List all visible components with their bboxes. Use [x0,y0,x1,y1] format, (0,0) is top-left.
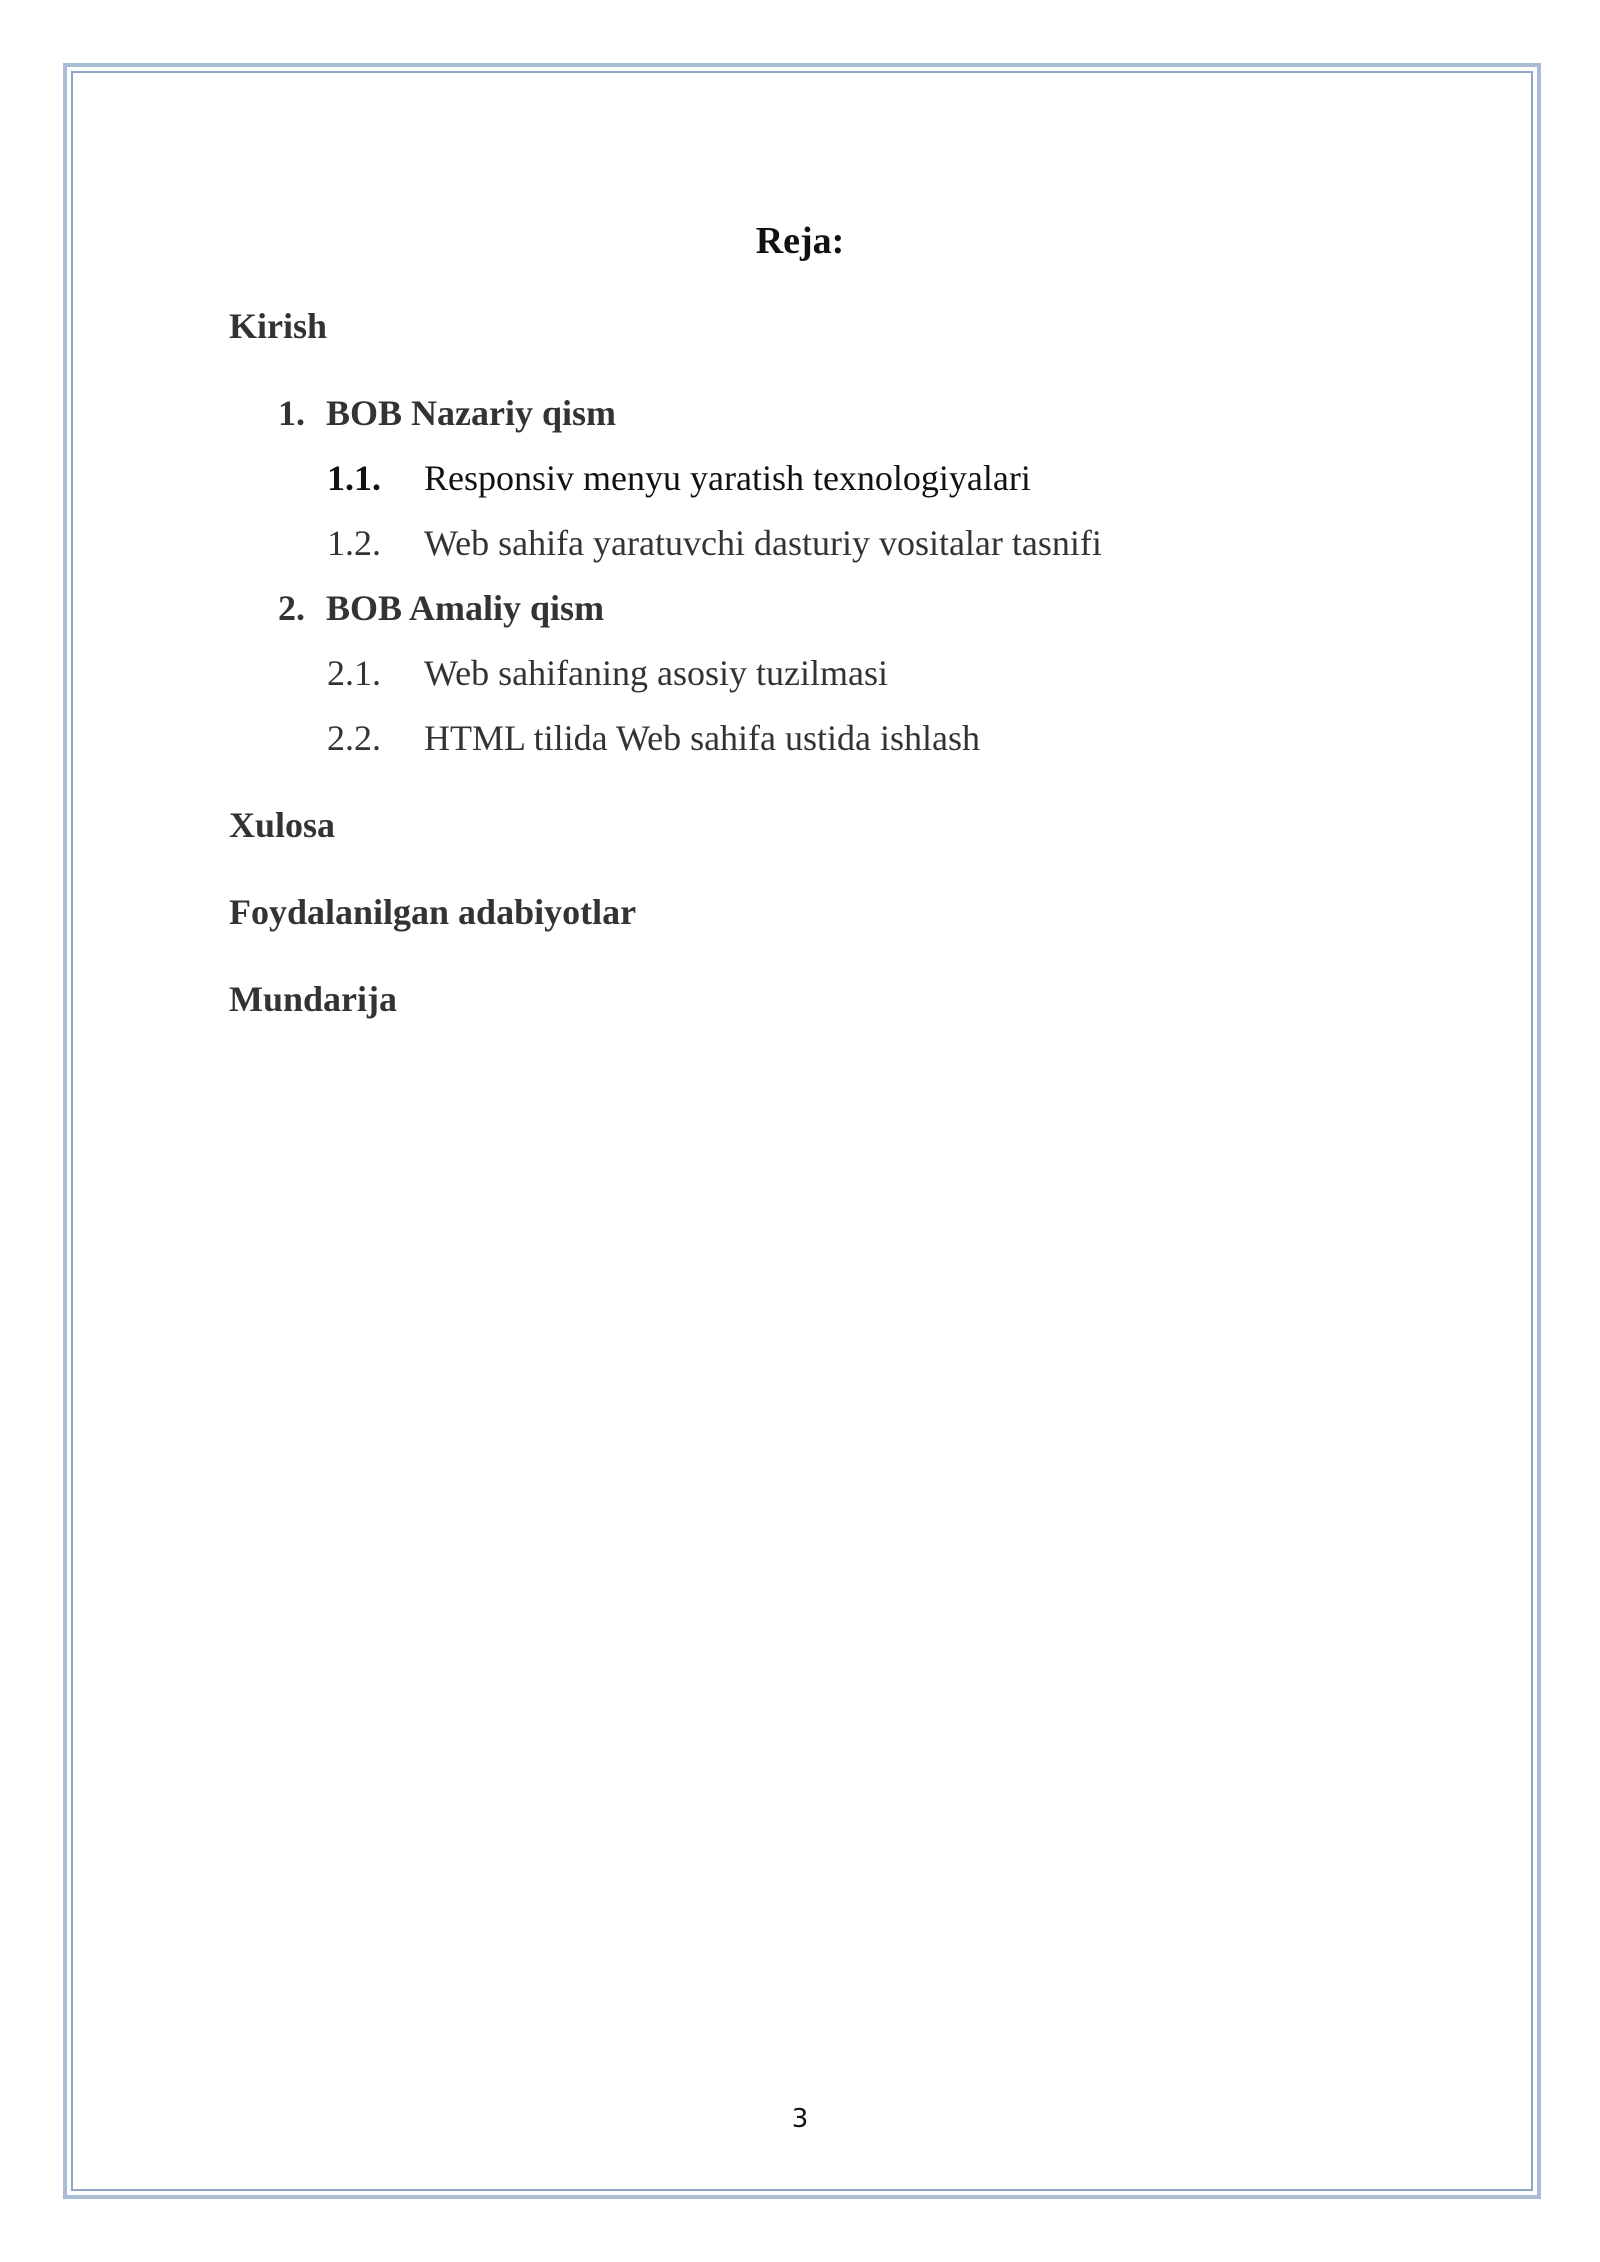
section-2-2-label: HTML tilida Web sahifa ustida ishlash [424,718,981,758]
chapter-2-label: BOB Amaliy qism [326,588,605,628]
section-2-1-number: 2.1. [327,653,381,693]
chapter-2 [278,586,604,630]
section-1-2-label: Web sahifa yaratuvchi dasturiy vositalar tasnifi [424,523,1102,563]
section-1-1-label: Responsiv menyu yaratish texnologiyalari [424,458,1031,498]
chapter-1-label: BOB Nazariy qism [326,393,617,433]
page-number: 3 [791,2104,809,2134]
chapter-2-number: 2. [278,588,305,628]
section-1-2-number: 1.2. [327,523,381,563]
chapter-1 [278,391,616,435]
chapter-1-number: 1. [278,393,305,433]
section-2-1-label: Web sahifaning asosiy tuzilmasi [424,653,889,693]
page-border-inner [71,71,1533,2191]
contents-heading: Mundarija [229,979,398,1019]
section-2-2-number: 2.2. [327,718,381,758]
references-heading: Foydalanilgan adabiyotlar [229,892,637,932]
section-1-1-number: 1.1. [327,458,381,498]
conclusion-heading: Xulosa [229,805,336,845]
intro-heading: Kirish [229,306,328,346]
plan-title: Reja: [755,220,845,262]
